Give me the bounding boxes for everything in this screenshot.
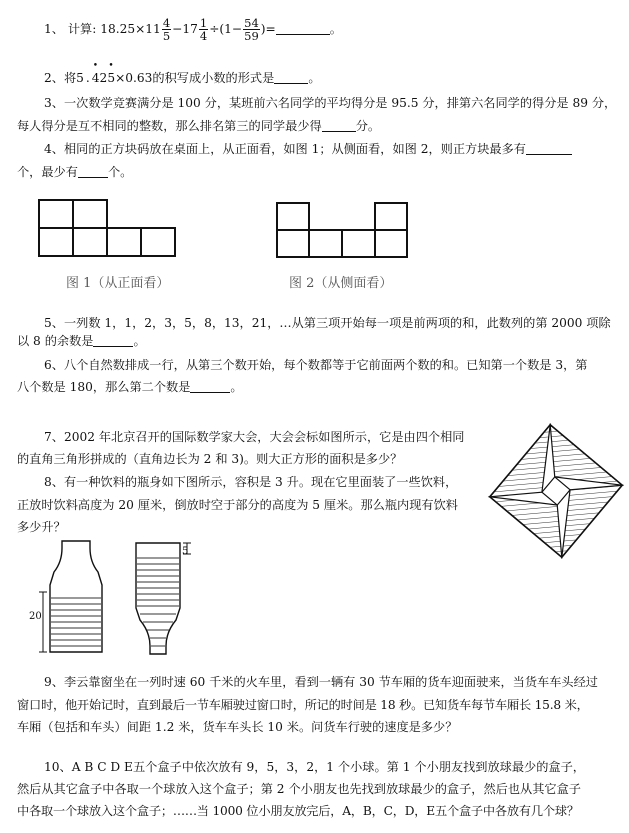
fraction-54-59: $\frac{54}{59}$ <box>244 16 259 43</box>
congress-logo-figure <box>489 424 623 558</box>
q8-line3: 多少升？ <box>17 520 66 534</box>
answer-blank[interactable] <box>190 380 230 393</box>
q10-line2: 然后从其它盒子中各取一个球放入这个盒子；第 2 个小朋友也先找到放球最少的盒子，然后也从其它盒子 <box>17 782 581 796</box>
q2-line: 2、将5 .• 42• 5×0.63的积写成小数的形式是 。 <box>44 70 321 86</box>
q7-line2: 的直角三角形拼成的（直角边长为 2 和 3)。则大正方形的面积是多少？ <box>17 452 403 466</box>
bottle-inverted-figure <box>130 542 200 657</box>
height-20-label: 20 <box>29 611 42 622</box>
q9-line3: 车厢（包括和车头）间距 1.2 米，货车车头长 10 米。问货车行驶的速度是多少？ <box>17 720 458 734</box>
bottle-upright-figure <box>24 540 114 655</box>
q10-line1: 10、A B C D E五个盒子中依次放有 9，5，3，2，1 个小球。第 1 个小朋友找到放球最少的盒子， <box>44 760 585 774</box>
q1-line: 1、 计算: 18.25×11 $\frac{4}{5}$ −17 $\frac{1}{4}$ ÷(1− $\frac{54}{59}$ )= 。 <box>44 16 342 43</box>
figure-2-caption: 图 2（从侧面看） <box>289 276 393 291</box>
q7-line1: 7、2002 年北京召开的国际数学家大会，大会会标如图所示，它是由四个相同 <box>44 430 465 444</box>
figure-1-front-view <box>38 199 178 261</box>
answer-blank[interactable] <box>322 119 356 132</box>
q9-line1: 9、李云靠窗坐在一列时速 60 千米的火车里，看到一辆有 30 节车厢的货车迎面驶来，当货车车头经过 <box>44 675 598 689</box>
q4-line1: 4、相同的正方块码放在桌面上，从正面看，如图 1；从侧面看，如图 2，则正方块最多有 <box>44 141 572 157</box>
q5-line1: 5、一列数 1，1，2，3，5，8，13，21，…从第三项开始每一项是前两项的和，此数列的第 2000 项除 <box>44 316 611 330</box>
repeat-dot: • 4 <box>92 71 100 85</box>
answer-blank[interactable] <box>526 142 572 155</box>
q10-line3: 中各取一个球放入这个盒子；……当 1000 位小朋友放完后，A，B，C，D，E五个盒子中各放有几个球？ <box>17 804 579 818</box>
fraction-1-4: $\frac{1}{4}$ <box>199 16 208 43</box>
q3-line2: 每人得分是互不相同的整数，那么排名第三的同学最少得 分。 <box>17 119 381 133</box>
q3-line1: 3、一次数学竞赛满分是 100 分，某班前六名同学的平均得分是 95.5 分，排第六名同学的得分是 89 分， <box>44 96 617 110</box>
figure-1-caption: 图 1（从正面看） <box>66 276 170 291</box>
q6-line1: 6、八个自然数排成一行，从第三个数开始，每个数都等于它前面两个数的和。已知第一个数是 3，第 <box>44 358 588 372</box>
answer-blank[interactable] <box>274 71 308 84</box>
answer-blank[interactable] <box>276 22 330 35</box>
q9-line2: 窗口时，他开始记时，直到最后一节车厢驶过窗口时，所记的时间是 18 秒。已知货车每节车厢长 15.8 米， <box>17 698 589 712</box>
q8-line1: 8、有一种饮料的瓶身如下图所示，容积是 3 升。现在它里面装了一些饮料， <box>44 475 458 489</box>
q8-line2: 正放时饮料高度为 20 厘米，倒放时空于部分的高度为 5 厘米。那么瓶内现有饮料 <box>17 498 458 512</box>
q6-line2: 八个数是 180，那么第二个数是 。 <box>17 380 243 394</box>
answer-blank[interactable] <box>93 334 133 347</box>
figure-2-side-view <box>276 202 416 264</box>
height-5-label: 5 <box>182 546 189 557</box>
answer-blank[interactable] <box>78 165 108 178</box>
fraction-4-5: $\frac{4}{5}$ <box>162 16 171 43</box>
repeat-dot: • 5 <box>107 71 115 85</box>
q5-line2: 以 8 的余数是 。 <box>17 334 146 348</box>
q4-line2: 个，最少有 个。 <box>17 165 133 179</box>
q1-label: 计算: <box>67 22 97 36</box>
